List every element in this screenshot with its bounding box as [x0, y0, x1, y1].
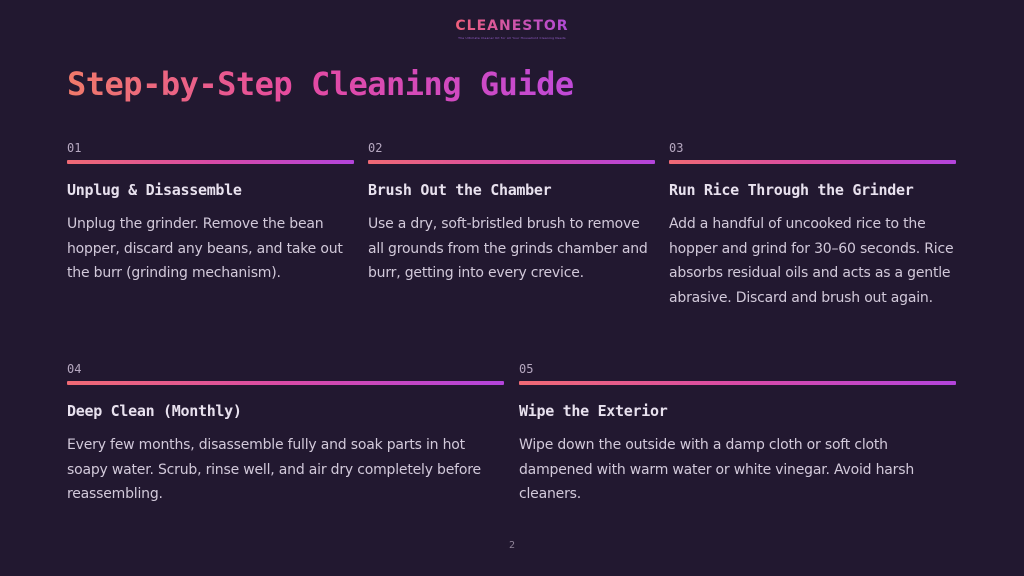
brand-tagline: The Ultimate Cleaner Kit for All Your Household Cleaning Needs [458, 36, 566, 40]
step-description: Wipe down the outside with a damp cloth or soft cloth dampened with warm water or white vinegar. Avoid harsh cleaners. [519, 437, 914, 502]
step-number: 05 [519, 362, 534, 376]
step-accent-bar [67, 381, 504, 385]
page-number: 2 [508, 540, 516, 551]
step-description: Add a handful of uncooked rice to the hopper and grind for 30–60 seconds. Rice absorbs residual oils and acts as a gentle abrasive. Discard and brush out again. [669, 216, 954, 306]
step-accent-bar [669, 160, 956, 164]
page-title: Step-by-Step Cleaning Guide [67, 65, 574, 103]
step-accent-bar [368, 160, 655, 164]
step-title: Run Rice Through the Grinder [669, 181, 914, 199]
step-accent-bar [519, 381, 956, 385]
step-accent-bar [67, 160, 354, 164]
step-card-1 [67, 141, 354, 286]
step-title: Brush Out the Chamber [368, 181, 552, 199]
step-title: Deep Clean (Monthly) [67, 402, 242, 420]
step-number: 01 [67, 141, 82, 155]
step-title: Unplug & Disassemble [67, 181, 242, 199]
step-description: Every few months, disassemble fully and soak parts in hot soapy water. Scrub, rinse well, and air dry completely before reassembling. [67, 437, 481, 502]
step-card-5 [519, 362, 956, 507]
step-description: Unplug the grinder. Remove the bean hopper, discard any beans, and take out the burr (grinding mechanism). [67, 216, 343, 281]
step-number: 02 [368, 141, 383, 155]
step-card-2 [368, 141, 655, 286]
step-description: Use a dry, soft-bristled brush to remove all grounds from the grinds chamber and burr, getting into every crevice. [368, 216, 648, 281]
step-title: Wipe the Exterior [519, 402, 668, 420]
brand-logo [0, 15, 1024, 40]
step-card-3 [669, 141, 956, 310]
step-number: 03 [669, 141, 684, 155]
brand-name: CLEANESTOR [455, 18, 569, 34]
step-number: 04 [67, 362, 82, 376]
step-card-4 [67, 362, 504, 507]
